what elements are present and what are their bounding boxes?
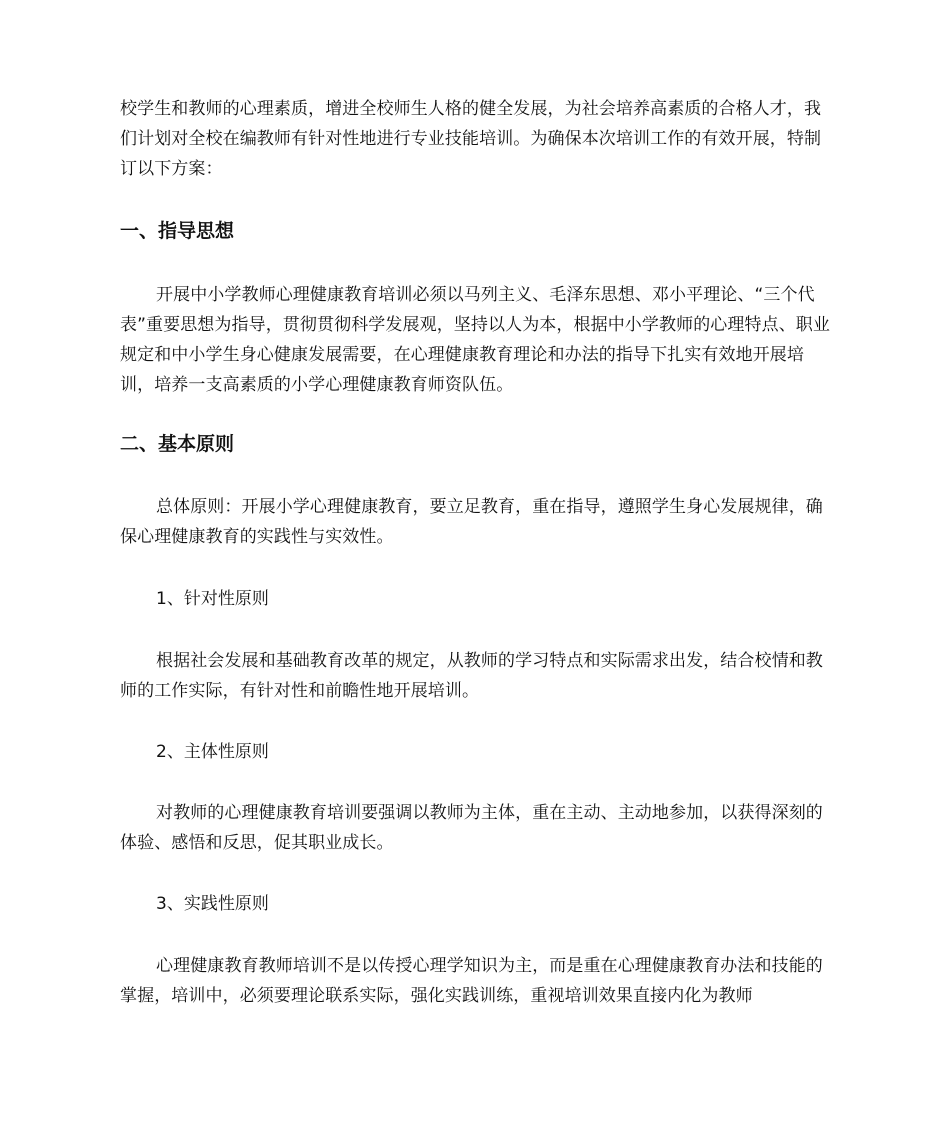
overall-principle-paragraph: 总体原则：开展小学心理健康教育，要立足教育，重在指导，遵照学生身心发展规律，确保心理健康教育的实践性与实效性。 <box>120 497 823 547</box>
section-heading-guiding-ideology: 一、指导思想 <box>120 220 235 242</box>
principle-3-title: 3、实践性原则 <box>156 894 269 914</box>
principle-3-paragraph: 心理健康教育教师培训不是以传授心理学知识为主，而是重在心理健康教育办法和技能的掌握，培训中，必须要理论联系实际，强化实践训练，重视培训效果直接内化为教师 <box>120 956 823 1006</box>
guiding-ideology-paragraph: 开展中小学教师心理健康教育培训必须以马列主义、毛泽东思想、邓小平理论、“三个代表”重要思想为指导，贯彻贯彻科学发展观，坚持以人为本，根据中小学教师的心理特点、职业规定和中小学生身心健康发展需要，在心理健康教育理论和办法的指导下扎实有效地开展培训，培养一支高素质的小学心理健康教育师资队伍。 <box>120 285 831 395</box>
intro-paragraph: 校学生和教师的心理素质，增进全校师生人格的健全发展，为社会培养高素质的合格人才，我们计划对全校在编教师有针对性地进行专业技能培训。为确保本次培训工作的有效开展，特制订以下方案： <box>120 99 822 179</box>
section-heading-basic-principles: 二、基本原则 <box>120 433 235 455</box>
principle-2-title: 2、主体性原则 <box>156 742 269 762</box>
principle-1-title: 1、针对性原则 <box>156 589 269 609</box>
principle-2-paragraph: 对教师的心理健康教育培训要强调以教师为主体，重在主动、主动地参加，以获得深刻的体验、感悟和反思，促其职业成长。 <box>120 803 823 853</box>
principle-1-paragraph: 根据社会发展和基础教育改革的规定，从教师的学习特点和实际需求出发，结合校情和教师的工作实际，有针对性和前瞻性地开展培训。 <box>120 651 823 701</box>
